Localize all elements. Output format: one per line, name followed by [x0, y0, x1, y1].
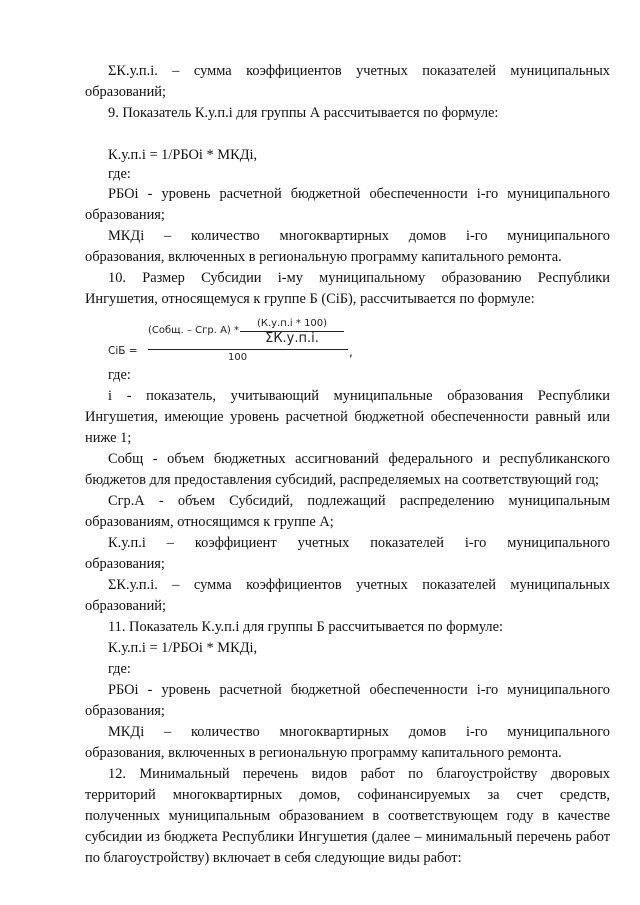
paragraph-kupi-definition	[85, 533, 610, 554]
text-line: 9. Показатель К.у.п.i для группы А рассчитывается по формуле:	[108, 105, 499, 121]
paragraph-continuation	[85, 806, 610, 827]
text-line: территорий многоквартирных домов, софинансируемых за счет средств,	[85, 787, 610, 803]
paragraph-continuation	[85, 205, 610, 226]
where-label	[108, 164, 131, 185]
text-line: К.у.п.i = 1/РБОi * МКДi,	[108, 640, 258, 656]
formula-inner-numerator: (К.у.п.i * 100)	[240, 318, 344, 332]
paragraph-sobsh-definition	[85, 449, 610, 470]
paragraph-mkd-definition	[85, 226, 610, 247]
paragraph-continuation	[85, 701, 610, 722]
text-line: где:	[108, 367, 131, 383]
text-line: Ингушетия, относящемуся к группе Б (СiБ), рассчитывается по формуле:	[85, 291, 535, 307]
text-line: образования;	[85, 703, 165, 719]
paragraph-continuation	[85, 289, 610, 310]
text-line: образования;	[85, 207, 165, 223]
text-line: ниже 1;	[85, 430, 132, 446]
paragraph-item-9	[108, 103, 498, 124]
text-line: МКДi – количество многоквартирных домов i-го муниципального	[108, 724, 610, 740]
paragraph-mkd-definition-2	[85, 722, 610, 743]
formula-lhs: СiБ =	[108, 345, 138, 357]
paragraph-rbo-definition	[85, 184, 610, 205]
text-line: полученных муниципальным образованием в соответствующем году в качестве	[85, 808, 610, 824]
text-line: 12. Минимальный перечень видов работ по благоустройству дворовых	[108, 766, 610, 782]
text-line: образования;	[85, 556, 165, 572]
text-line: образований;	[85, 598, 166, 614]
paragraph-continuation	[85, 785, 610, 806]
text-line: бюджетов для предоставления субсидий, распределяемых на соответствующий год;	[85, 472, 600, 488]
text-line: К.у.п.i = 1/РБОi * МКДi,	[108, 147, 258, 163]
text-line: К.у.п.i – коэффициент учетных показателей i-го муниципального	[108, 535, 610, 551]
formula-subsidy-group-b	[108, 318, 368, 368]
paragraph-continuation	[85, 743, 610, 764]
text-line: образования, включенных в региональную программу капитального ремонта.	[85, 249, 562, 265]
text-line: РБОi - уровень расчетной бюджетной обеспеченности i-го муниципального	[108, 682, 610, 698]
formula-part1: (Собщ. – Сгр. А) *	[148, 325, 239, 336]
text-line: образованиям, относящимся к группе А;	[85, 514, 334, 530]
paragraph-continuation	[85, 247, 610, 268]
paragraph-continuation	[85, 428, 610, 449]
formula-denominator: 100	[228, 352, 248, 363]
paragraph-i-definition	[85, 386, 610, 407]
text-line: i - показатель, учитывающий муниципальные образования Республики	[108, 388, 610, 404]
where-label	[108, 365, 131, 386]
text-line: субсидии из бюджета Республики Ингушетия (далее – минимальный перечень работ	[85, 829, 610, 845]
formula-main-fraction-bar	[148, 349, 348, 350]
text-line: ΣК.у.п.i. – сумма коэффициентов учетных показателей муниципальных	[108, 63, 610, 79]
paragraph-continuation	[85, 512, 610, 533]
formula-inner-fraction	[240, 318, 344, 346]
paragraph-sum-coefficients-1	[85, 61, 610, 82]
formula-group-a	[108, 145, 257, 166]
text-line: где:	[108, 166, 131, 182]
text-line: по благоустройству) включает в себя следующие виды работ:	[85, 850, 462, 866]
text-line: образования, включенных в региональную программу капитального ремонта.	[85, 745, 562, 761]
paragraph-item-12	[85, 764, 610, 785]
paragraph-item-11	[108, 617, 503, 638]
paragraph-continuation	[85, 827, 610, 848]
text-line: ΣК.у.п.i. – сумма коэффициентов учетных показателей муниципальных	[108, 577, 610, 593]
text-line: МКДi – количество многоквартирных домов i-го муниципального	[108, 228, 610, 244]
paragraph-item-10	[85, 268, 610, 289]
text-line: образований;	[85, 84, 166, 100]
paragraph-continuation	[85, 470, 610, 491]
where-label	[108, 659, 131, 680]
text-line: 11. Показатель К.у.п.i для группы Б рассчитывается по формуле:	[108, 619, 503, 635]
text-line: РБОi - уровень расчетной бюджетной обеспеченности i-го муниципального	[108, 186, 610, 202]
text-line: 10. Размер Субсидии i-му муниципальному образованию Республики	[108, 270, 610, 286]
paragraph-continuation	[85, 848, 610, 869]
formula-inner-denominator: ΣК.у.п.i.	[265, 331, 319, 346]
text-line: Ингушетия, имеющие уровень расчетной бюджетной обеспеченности равный или	[85, 409, 610, 425]
paragraph-continuation	[85, 596, 610, 617]
paragraph-continuation	[85, 82, 610, 103]
paragraph-sum-coefficients-2	[85, 575, 610, 596]
formula-comma: ,	[349, 345, 353, 359]
paragraph-continuation	[85, 554, 610, 575]
text-line: Собщ - объем бюджетных ассигнований федерального и республиканского	[108, 451, 610, 467]
paragraph-rbo-definition-2	[85, 680, 610, 701]
paragraph-sgra-definition	[85, 491, 610, 512]
text-line: Сгр.А - объем Субсидий, подлежащий распределению муниципальным	[108, 493, 610, 509]
formula-group-b	[108, 638, 257, 659]
paragraph-continuation	[85, 407, 610, 428]
text-line: где:	[108, 661, 131, 677]
